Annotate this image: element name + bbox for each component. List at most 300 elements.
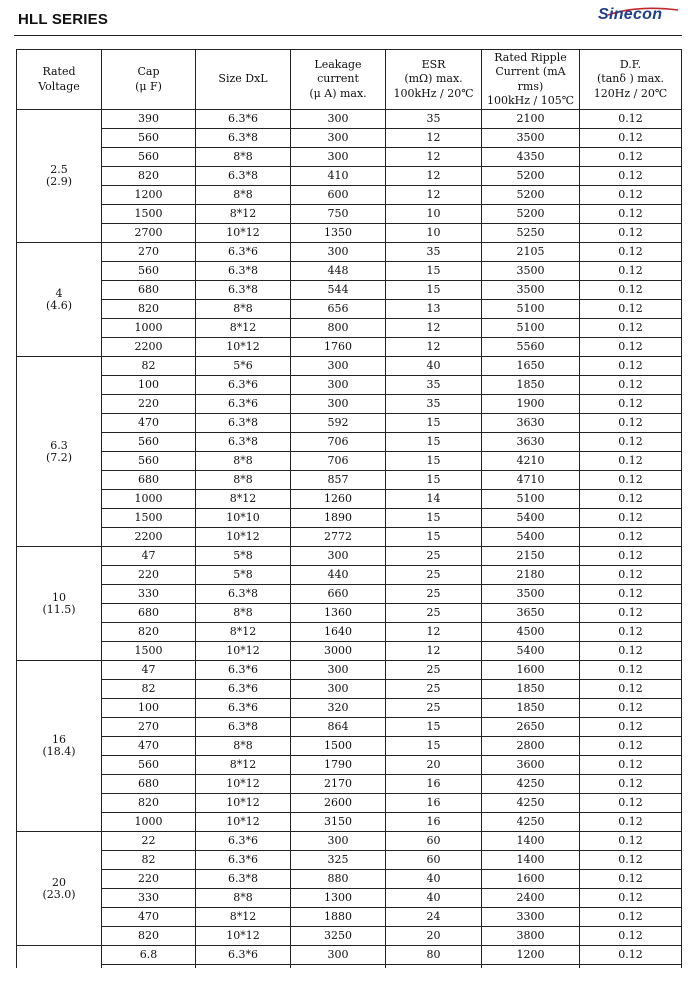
col-size-header xyxy=(196,50,291,110)
df-cell: 0.12 xyxy=(580,566,682,585)
size-cell: 8*8 xyxy=(196,148,291,167)
table-row xyxy=(17,148,682,167)
cap-cell: 6.8 xyxy=(102,946,196,965)
cap-cell: 47 xyxy=(102,547,196,566)
leakage-cell: 300 xyxy=(291,129,386,148)
table-row xyxy=(17,471,682,490)
rated-voltage-value: 4 xyxy=(55,286,63,300)
ripple-cell: 1900 xyxy=(482,395,580,414)
esr-cell: 35 xyxy=(386,376,482,395)
ripple-cell: 2100 xyxy=(482,110,580,129)
leakage-cell: 1350 xyxy=(291,224,386,243)
table-header-row xyxy=(17,50,682,110)
leakage-cell: 660 xyxy=(291,585,386,604)
cap-cell: 680 xyxy=(102,471,196,490)
size-cell: 6.3*6 xyxy=(196,832,291,851)
header-line: 100kHz / 105℃ xyxy=(486,93,575,107)
size-cell: 6.3*6 xyxy=(196,395,291,414)
cap-cell: 2700 xyxy=(102,224,196,243)
cap-cell: 1000 xyxy=(102,813,196,832)
cap-cell: 1000 xyxy=(102,319,196,338)
table-row xyxy=(17,243,682,262)
leakage-cell: 300 xyxy=(291,661,386,680)
ripple-cell: 3300 xyxy=(482,908,580,927)
table-row xyxy=(17,319,682,338)
size-cell: 8*12 xyxy=(196,623,291,642)
size-cell: 8*12 xyxy=(196,205,291,224)
leakage-cell: 300 xyxy=(291,243,386,262)
df-cell: 0.12 xyxy=(580,889,682,908)
cap-cell: 680 xyxy=(102,281,196,300)
df-cell: 0.12 xyxy=(580,186,682,205)
esr-cell: 13 xyxy=(386,300,482,319)
ripple-cell: 3500 xyxy=(482,129,580,148)
df-cell: 0.12 xyxy=(580,604,682,623)
esr-cell: 12 xyxy=(386,338,482,357)
leakage-cell: 300 xyxy=(291,395,386,414)
df-cell: 0.12 xyxy=(580,585,682,604)
df-cell: 0.12 xyxy=(580,167,682,186)
table-row xyxy=(17,357,682,376)
cap-cell: 1500 xyxy=(102,205,196,224)
df-cell: 0.12 xyxy=(580,129,682,148)
cap-cell: 1200 xyxy=(102,186,196,205)
cap-cell: 560 xyxy=(102,452,196,471)
header-line: ESR xyxy=(421,58,446,72)
df-cell: 0.12 xyxy=(580,338,682,357)
esr-cell: 25 xyxy=(386,699,482,718)
cap-cell: 560 xyxy=(102,433,196,452)
size-cell: 6.3*8 xyxy=(196,167,291,186)
table-row xyxy=(17,205,682,224)
size-cell: 10*12 xyxy=(196,775,291,794)
size-cell: 10*12 xyxy=(196,528,291,547)
rated-voltage-cell xyxy=(17,832,102,946)
size-cell: 8*8 xyxy=(196,604,291,623)
leakage-cell: 300 xyxy=(291,547,386,566)
table-row xyxy=(17,718,682,737)
table-row xyxy=(17,794,682,813)
size-cell: 10*12 xyxy=(196,927,291,946)
ripple-cell: 3630 xyxy=(482,433,580,452)
cap-cell: 470 xyxy=(102,908,196,927)
header-line: 100kHz / 20℃ xyxy=(393,86,474,100)
leakage-cell: 2600 xyxy=(291,794,386,813)
esr-cell: 15 xyxy=(386,471,482,490)
series-title: HLL SERIES xyxy=(18,11,109,28)
leakage-cell: 320 xyxy=(291,699,386,718)
leakage-cell: 3150 xyxy=(291,813,386,832)
esr-cell: 16 xyxy=(386,813,482,832)
header-line: Current (mA xyxy=(495,65,566,79)
table-row xyxy=(17,661,682,680)
size-cell: 10*12 xyxy=(196,794,291,813)
esr-cell: 20 xyxy=(386,927,482,946)
ripple-cell: 5400 xyxy=(482,642,580,661)
esr-cell: 12 xyxy=(386,167,482,186)
table-row xyxy=(17,338,682,357)
table-row xyxy=(17,699,682,718)
esr-cell: 16 xyxy=(386,775,482,794)
ripple-cell: 2650 xyxy=(482,718,580,737)
ripple-cell: 1850 xyxy=(482,680,580,699)
rated-voltage-cell xyxy=(17,547,102,661)
leakage-cell: 300 xyxy=(291,946,386,965)
ripple-cell: 3500 xyxy=(482,281,580,300)
table-row xyxy=(17,186,682,205)
cap-cell: 470 xyxy=(102,414,196,433)
df-cell: 0.12 xyxy=(580,547,682,566)
leakage-cell: 2772 xyxy=(291,528,386,547)
esr-cell: 25 xyxy=(386,604,482,623)
cap-cell: 820 xyxy=(102,167,196,186)
table-row xyxy=(17,262,682,281)
cap-cell: 820 xyxy=(102,927,196,946)
size-cell: 6.3*6 xyxy=(196,110,291,129)
size-cell: 6.3*8 xyxy=(196,433,291,452)
cap-cell: 47 xyxy=(102,661,196,680)
table-row xyxy=(17,889,682,908)
ripple-cell: 3600 xyxy=(482,756,580,775)
esr-cell: 15 xyxy=(386,433,482,452)
table-row xyxy=(17,908,682,927)
ripple-cell: 1650 xyxy=(482,357,580,376)
df-cell: 0.12 xyxy=(580,813,682,832)
table-row xyxy=(17,433,682,452)
size-cell: 10*12 xyxy=(196,338,291,357)
table-row xyxy=(17,566,682,585)
cap-cell: 470 xyxy=(102,737,196,756)
esr-cell: 12 xyxy=(386,319,482,338)
size-cell: 10*12 xyxy=(196,813,291,832)
leakage-cell: 1260 xyxy=(291,490,386,509)
leakage-cell: 300 xyxy=(291,376,386,395)
esr-cell: 80 xyxy=(386,946,482,965)
df-cell: 0.12 xyxy=(580,851,682,870)
size-cell: 8*8 xyxy=(196,471,291,490)
df-cell: 0.12 xyxy=(580,908,682,927)
df-cell: 0.12 xyxy=(580,927,682,946)
size-cell: 5*6 xyxy=(196,357,291,376)
ripple-cell: 4210 xyxy=(482,452,580,471)
esr-cell: 40 xyxy=(386,889,482,908)
leakage-cell: 410 xyxy=(291,167,386,186)
df-cell: 0.12 xyxy=(580,148,682,167)
col-esr-header xyxy=(386,50,482,110)
surge-voltage-value: (18.4) xyxy=(42,745,76,758)
esr-cell: 15 xyxy=(386,718,482,737)
esr-cell: 15 xyxy=(386,262,482,281)
table-row xyxy=(17,813,682,832)
leakage-cell: 864 xyxy=(291,718,386,737)
cap-cell: 560 xyxy=(102,129,196,148)
cap-cell: 560 xyxy=(102,262,196,281)
esr-cell: 20 xyxy=(386,756,482,775)
surge-voltage-value: (11.5) xyxy=(42,602,76,616)
df-cell: 0.12 xyxy=(580,775,682,794)
size-cell: 8*8 xyxy=(196,737,291,756)
df-cell: 0.12 xyxy=(580,718,682,737)
cap-cell: 820 xyxy=(102,623,196,642)
header-line: Voltage xyxy=(38,79,80,93)
esr-cell: 15 xyxy=(386,414,482,433)
ripple-cell: 4250 xyxy=(482,813,580,832)
leakage-cell: 3250 xyxy=(291,927,386,946)
ripple-cell: 3500 xyxy=(482,585,580,604)
esr-cell: 24 xyxy=(386,908,482,927)
ripple-cell: 5200 xyxy=(482,167,580,186)
df-cell: 0.12 xyxy=(580,680,682,699)
ripple-cell: 5560 xyxy=(482,338,580,357)
cap-cell: 820 xyxy=(102,300,196,319)
header-line: 120Hz / 20℃ xyxy=(593,86,668,100)
cap-cell: 270 xyxy=(102,243,196,262)
cap-cell: 1500 xyxy=(102,642,196,661)
table-row xyxy=(17,376,682,395)
leakage-cell: 880 xyxy=(291,870,386,889)
leakage-cell: 3000 xyxy=(291,642,386,661)
ripple-cell: 4250 xyxy=(482,775,580,794)
rated-voltage-cell xyxy=(17,357,102,547)
size-cell: 8*8 xyxy=(196,889,291,908)
df-cell: 0.12 xyxy=(580,414,682,433)
cap-cell: 100 xyxy=(102,376,196,395)
df-cell: 0.12 xyxy=(580,319,682,338)
size-cell: 6.3*8 xyxy=(196,414,291,433)
size-cell: 6.3*6 xyxy=(196,376,291,395)
size-cell: 8*12 xyxy=(196,490,291,509)
cap-cell: 680 xyxy=(102,604,196,623)
esr-cell: 35 xyxy=(386,110,482,129)
cap-cell: 82 xyxy=(102,357,196,376)
esr-cell: 60 xyxy=(386,832,482,851)
header-line: Rated Ripple xyxy=(494,50,567,64)
ripple-cell: 5250 xyxy=(482,224,580,243)
size-cell: 8*12 xyxy=(196,756,291,775)
ripple-cell: 2105 xyxy=(482,243,580,262)
esr-cell: 35 xyxy=(386,243,482,262)
ripple-cell: 5200 xyxy=(482,186,580,205)
leakage-cell: 325 xyxy=(291,851,386,870)
cap-cell: 220 xyxy=(102,395,196,414)
leakage-cell: 1360 xyxy=(291,604,386,623)
size-cell: 8*8 xyxy=(196,186,291,205)
rated-voltage-value: 10 xyxy=(52,590,66,604)
esr-cell: 35 xyxy=(386,395,482,414)
df-cell: 0.12 xyxy=(580,794,682,813)
rated-voltage-value: 6.3 xyxy=(50,438,68,452)
cap-cell: 560 xyxy=(102,756,196,775)
table-row xyxy=(17,927,682,946)
leakage-cell: 300 xyxy=(291,110,386,129)
surge-voltage-value: (7.2) xyxy=(45,450,73,464)
esr-cell: 16 xyxy=(386,794,482,813)
leakage-cell: 706 xyxy=(291,433,386,452)
leakage-cell: 300 xyxy=(291,357,386,376)
size-cell: 5*8 xyxy=(196,547,291,566)
df-cell: 0.12 xyxy=(580,433,682,452)
table-row xyxy=(17,585,682,604)
header-line: (tanδ ) max. xyxy=(597,72,664,86)
table-row xyxy=(17,281,682,300)
esr-cell: 25 xyxy=(386,680,482,699)
cap-cell: 820 xyxy=(102,794,196,813)
size-cell: 10*12 xyxy=(196,224,291,243)
table-row xyxy=(17,414,682,433)
df-cell: 0.12 xyxy=(580,300,682,319)
cap-cell: 680 xyxy=(102,775,196,794)
cap-cell: 270 xyxy=(102,718,196,737)
df-cell: 0.12 xyxy=(580,737,682,756)
cap-cell: 330 xyxy=(102,585,196,604)
esr-cell: 15 xyxy=(386,737,482,756)
esr-cell: 12 xyxy=(386,148,482,167)
ripple-cell: 1200 xyxy=(482,946,580,965)
table-row xyxy=(17,737,682,756)
header-line: (μ A) max. xyxy=(309,86,367,100)
table-row xyxy=(17,946,682,965)
table-row xyxy=(17,452,682,471)
ripple-cell: 4250 xyxy=(482,794,580,813)
ripple-cell: 2180 xyxy=(482,566,580,585)
table-body xyxy=(17,110,682,984)
ripple-cell: 4350 xyxy=(482,148,580,167)
leakage-cell: 440 xyxy=(291,566,386,585)
header-line: (μ F) xyxy=(135,79,162,93)
title-divider xyxy=(14,35,682,36)
cap-cell: 1500 xyxy=(102,509,196,528)
ripple-cell: 4500 xyxy=(482,623,580,642)
table-row xyxy=(17,528,682,547)
df-cell: 0.12 xyxy=(580,471,682,490)
esr-cell: 15 xyxy=(386,528,482,547)
ripple-cell: 3630 xyxy=(482,414,580,433)
df-cell: 0.12 xyxy=(580,699,682,718)
cap-cell: 2200 xyxy=(102,338,196,357)
df-cell: 0.12 xyxy=(580,262,682,281)
esr-cell: 25 xyxy=(386,566,482,585)
esr-cell: 12 xyxy=(386,623,482,642)
size-cell: 8*8 xyxy=(196,452,291,471)
esr-cell: 25 xyxy=(386,547,482,566)
df-cell: 0.12 xyxy=(580,452,682,471)
table-row xyxy=(17,129,682,148)
ripple-cell: 4710 xyxy=(482,471,580,490)
table-row xyxy=(17,623,682,642)
size-cell: 6.3*6 xyxy=(196,243,291,262)
table-row xyxy=(17,775,682,794)
df-cell: 0.12 xyxy=(580,509,682,528)
table-row xyxy=(17,547,682,566)
size-cell: 6.3*8 xyxy=(196,129,291,148)
size-cell: 6.3*8 xyxy=(196,870,291,889)
leakage-cell: 300 xyxy=(291,832,386,851)
df-cell: 0.12 xyxy=(580,490,682,509)
ripple-cell: 3650 xyxy=(482,604,580,623)
table-row xyxy=(17,167,682,186)
rated-voltage-cell xyxy=(17,661,102,832)
ripple-cell: 5100 xyxy=(482,490,580,509)
esr-cell: 12 xyxy=(386,129,482,148)
leakage-cell: 656 xyxy=(291,300,386,319)
header-line: (mΩ) max. xyxy=(404,72,463,86)
size-cell: 6.3*6 xyxy=(196,699,291,718)
ripple-cell: 1850 xyxy=(482,699,580,718)
size-cell: 6.3*8 xyxy=(196,585,291,604)
leakage-cell: 448 xyxy=(291,262,386,281)
leakage-cell: 300 xyxy=(291,148,386,167)
esr-cell: 60 xyxy=(386,851,482,870)
leakage-cell: 1500 xyxy=(291,737,386,756)
page-cutoff xyxy=(0,968,700,1000)
cap-cell: 390 xyxy=(102,110,196,129)
size-cell: 6.3*8 xyxy=(196,718,291,737)
esr-cell: 25 xyxy=(386,661,482,680)
leakage-cell: 592 xyxy=(291,414,386,433)
table-row xyxy=(17,756,682,775)
df-cell: 0.12 xyxy=(580,756,682,775)
size-cell: 6.3*8 xyxy=(196,281,291,300)
ripple-cell: 5400 xyxy=(482,528,580,547)
esr-cell: 15 xyxy=(386,452,482,471)
table-row xyxy=(17,870,682,889)
size-cell: 8*8 xyxy=(196,300,291,319)
col-rated-voltage-header xyxy=(17,50,102,110)
ripple-cell: 1400 xyxy=(482,851,580,870)
size-cell: 6.3*6 xyxy=(196,851,291,870)
ripple-cell: 5200 xyxy=(482,205,580,224)
leakage-cell: 1760 xyxy=(291,338,386,357)
ripple-cell: 5100 xyxy=(482,319,580,338)
ripple-cell: 1600 xyxy=(482,870,580,889)
esr-cell: 25 xyxy=(386,585,482,604)
size-cell: 6.3*6 xyxy=(196,661,291,680)
df-cell: 0.12 xyxy=(580,395,682,414)
ripple-cell: 2400 xyxy=(482,889,580,908)
leakage-cell: 1300 xyxy=(291,889,386,908)
table-row xyxy=(17,832,682,851)
cap-cell: 82 xyxy=(102,851,196,870)
cap-cell: 560 xyxy=(102,148,196,167)
spec-table xyxy=(16,49,682,984)
df-cell: 0.12 xyxy=(580,243,682,262)
surge-voltage-value: (2.9) xyxy=(45,175,73,188)
rated-voltage-value: 16 xyxy=(52,733,66,747)
df-cell: 0.12 xyxy=(580,870,682,889)
leakage-cell: 800 xyxy=(291,319,386,338)
ripple-cell: 2800 xyxy=(482,737,580,756)
leakage-cell: 857 xyxy=(291,471,386,490)
df-cell: 0.12 xyxy=(580,376,682,395)
header-line: rms) xyxy=(517,79,544,93)
esr-cell: 40 xyxy=(386,870,482,889)
esr-cell: 15 xyxy=(386,509,482,528)
size-cell: 6.3*8 xyxy=(196,262,291,281)
cap-cell: 82 xyxy=(102,680,196,699)
df-cell: 0.12 xyxy=(580,946,682,965)
esr-cell: 14 xyxy=(386,490,482,509)
table-row xyxy=(17,680,682,699)
size-cell: 8*12 xyxy=(196,908,291,927)
esr-cell: 10 xyxy=(386,224,482,243)
leakage-cell: 750 xyxy=(291,205,386,224)
rated-voltage-value: 2.5 xyxy=(50,163,68,177)
table-row xyxy=(17,604,682,623)
leakage-cell: 1790 xyxy=(291,756,386,775)
leakage-cell: 2170 xyxy=(291,775,386,794)
df-cell: 0.12 xyxy=(580,832,682,851)
col-dissipation-factor-header xyxy=(580,50,682,110)
